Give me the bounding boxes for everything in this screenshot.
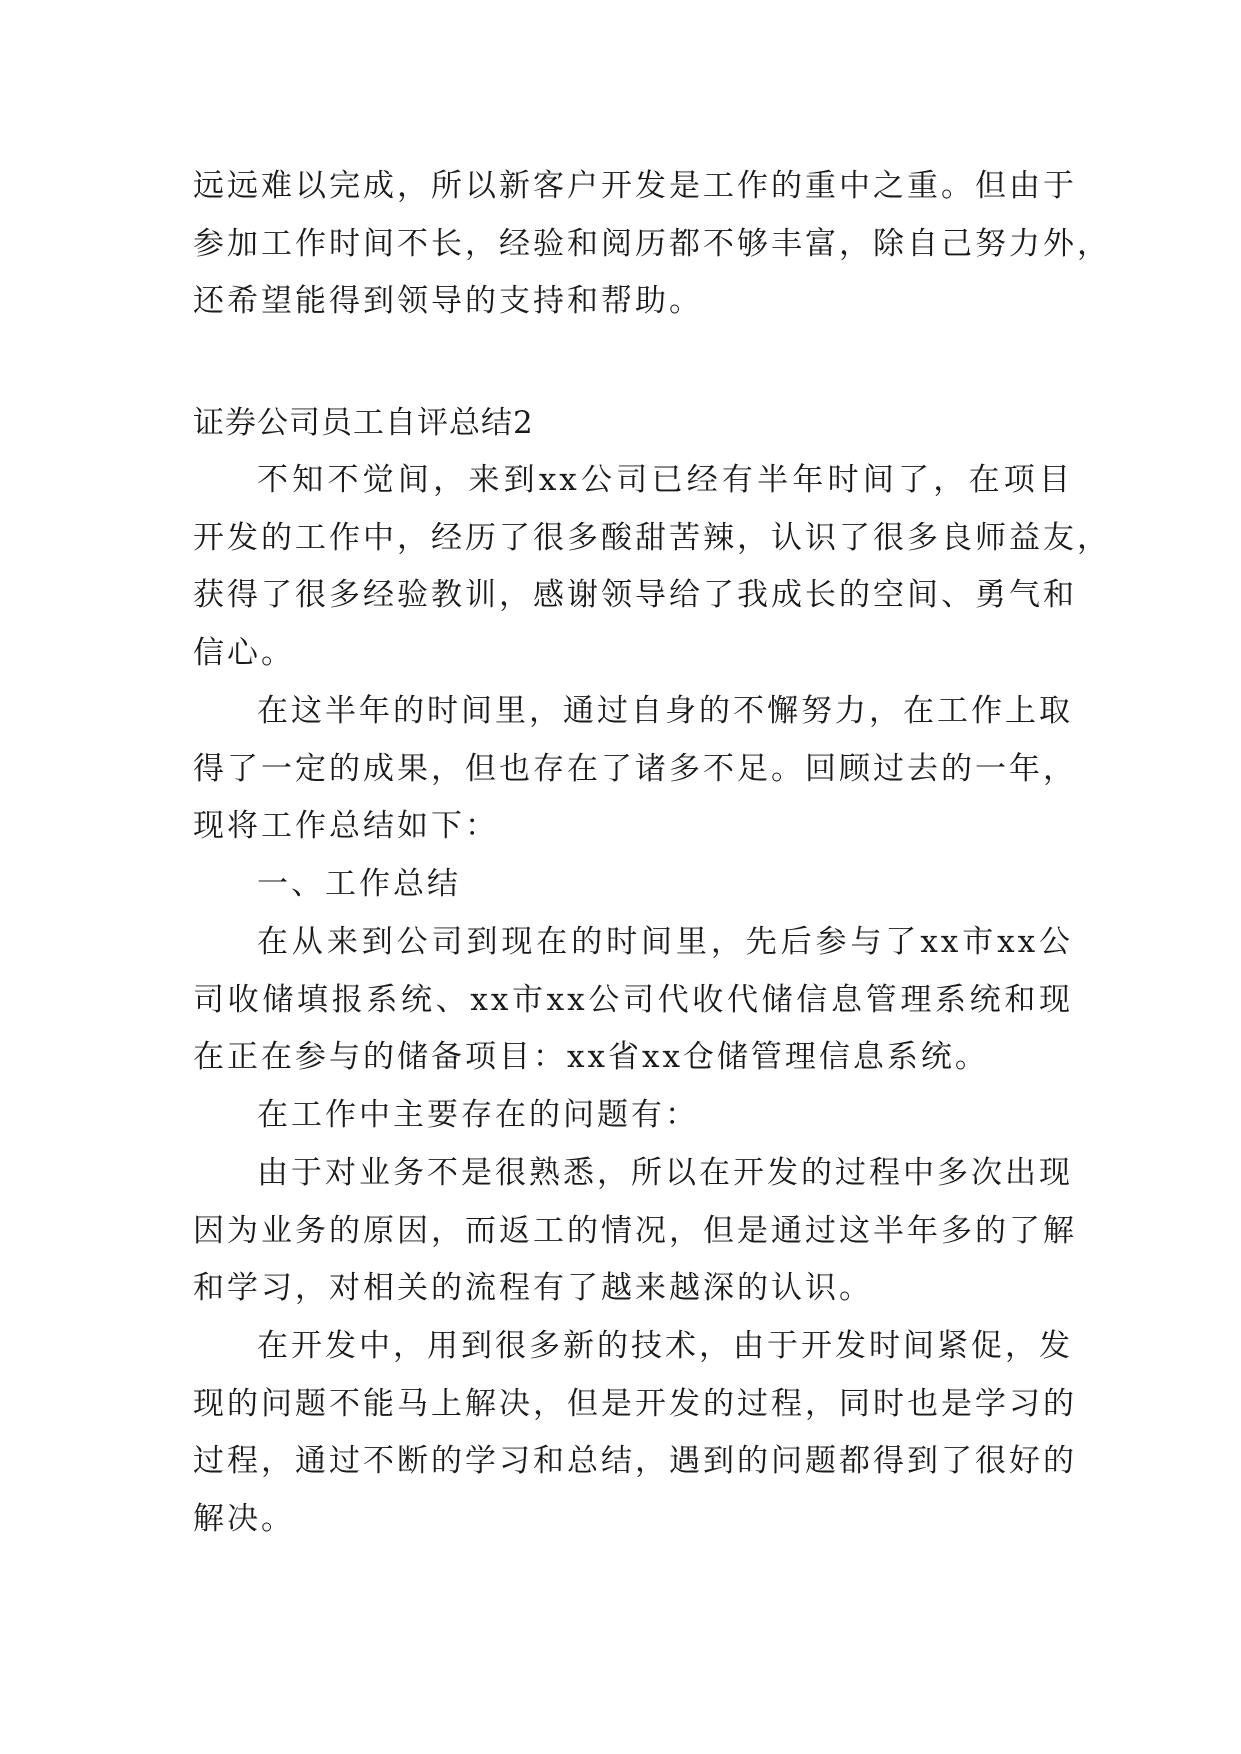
text-line: 得了一定的成果，但也存在了诸多不足。回顾过去的一年， bbox=[193, 751, 1077, 787]
text-line: 在开发中，用到很多新的技术，由于开发时间紧促，发 bbox=[257, 1328, 1073, 1364]
text-line: 解决。 bbox=[193, 1501, 295, 1537]
text-line: 由于对业务不是很熟悉，所以在开发的过程中多次出现 bbox=[257, 1155, 1073, 1191]
text-line: 信心。 bbox=[193, 635, 295, 671]
text-line: 司收储填报系统、xx市xx公司代收代储信息管理系统和现 bbox=[193, 982, 1073, 1018]
text-line: 现的问题不能马上解决，但是开发的过程，同时也是学习的 bbox=[193, 1386, 1077, 1422]
text-line: 参加工作时间不长，经验和阅历都不够丰富，除自己努力外， bbox=[193, 226, 1111, 262]
text-line: 在正在参与的储备项目：xx省xx仓储管理信息系统。 bbox=[193, 1039, 989, 1075]
text-line: 因为业务的原因，而返工的情况，但是通过这半年多的了解 bbox=[193, 1213, 1077, 1249]
text-line: 和学习，对相关的流程有了越来越深的认识。 bbox=[193, 1270, 873, 1306]
text-line: 不知不觉间，来到xx公司已经有半年时间了，在项目 bbox=[257, 462, 1073, 498]
text-line: 过程，通过不断的学习和总结，遇到的问题都得到了很好的 bbox=[193, 1443, 1077, 1479]
text-line: 开发的工作中，经历了很多酸甜苦辣，认识了很多良师益友， bbox=[193, 520, 1111, 556]
subheading: 一、工作总结 bbox=[257, 866, 461, 902]
text-line: 还希望能得到领导的支持和帮助。 bbox=[193, 283, 703, 319]
text-line: 在从来到公司到现在的时间里，先后参与了xx市xx公 bbox=[257, 924, 1073, 960]
text-line: 远远难以完成，所以新客户开发是工作的重中之重。但由于 bbox=[193, 168, 1077, 204]
text-line: 在工作中主要存在的问题有： bbox=[257, 1097, 699, 1133]
section-title: 证券公司员工自评总结2 bbox=[193, 405, 534, 441]
text-line: 现将工作总结如下： bbox=[193, 808, 499, 844]
text-line: 获得了很多经验教训，感谢领导给了我成长的空间、勇气和 bbox=[193, 577, 1077, 613]
text-line: 在这半年的时间里，通过自身的不懈努力，在工作上取 bbox=[257, 693, 1073, 729]
